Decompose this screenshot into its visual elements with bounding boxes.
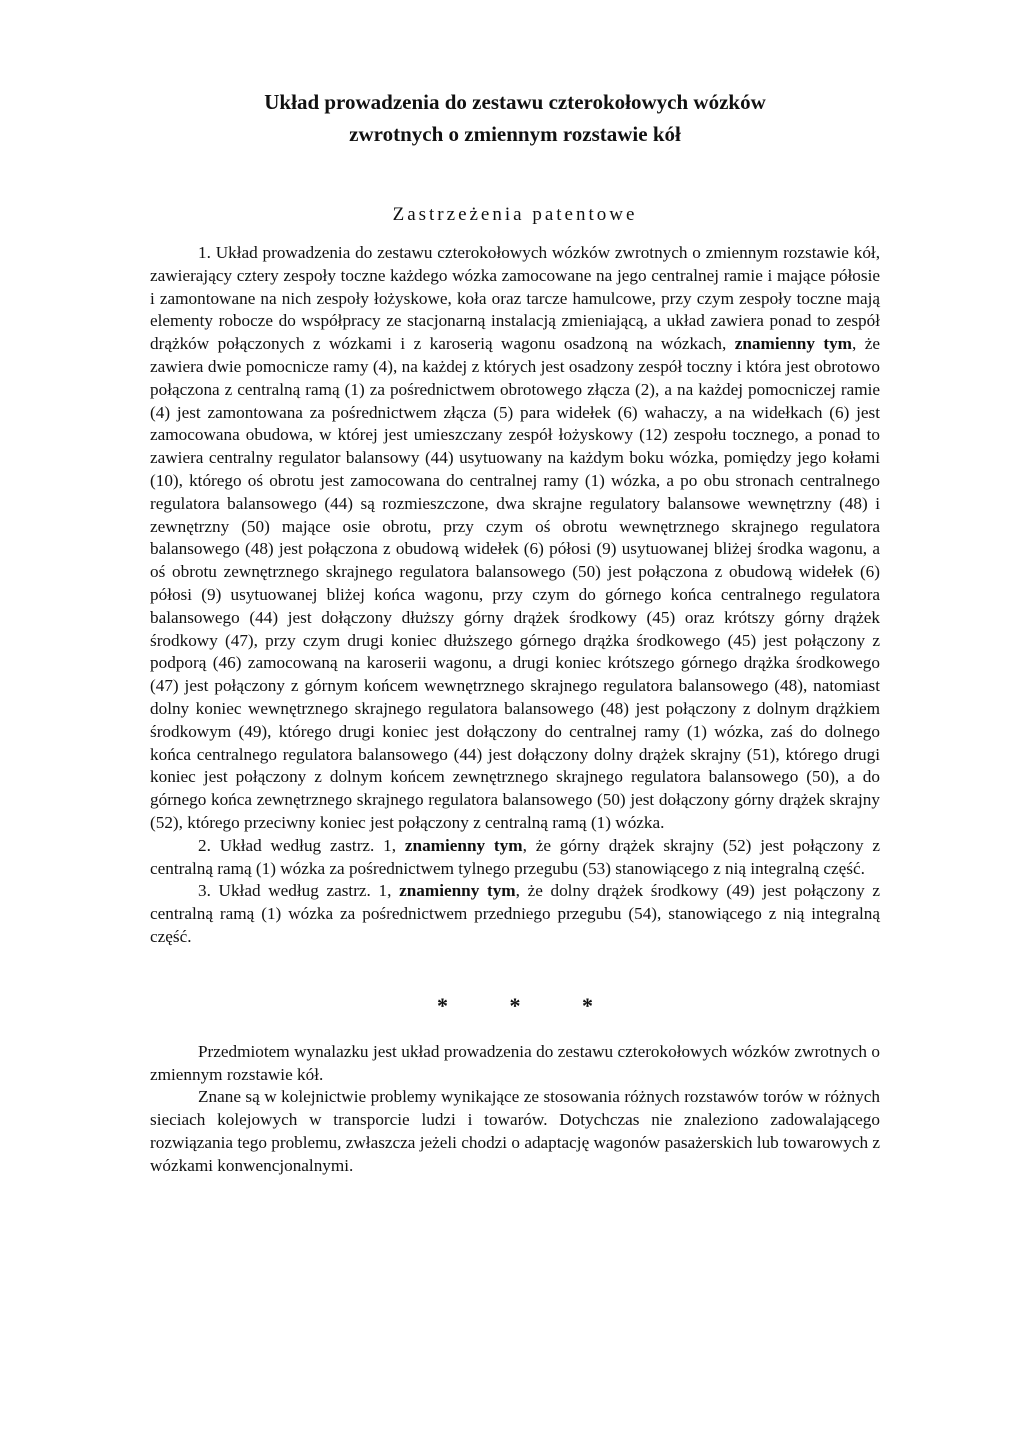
claim-1-text-b: , że zawiera dwie pomocnicze ramy (4), na każdej z których jest osadzony zespół toczny i która jest obrotowo połączona z centralną ramą (1) za pośrednictwem obrotowego złącza (2), a na każdej pomocniczej ramie (4) jest zamontowana za pośrednictwem złącza (5) para widełek (6) wahaczy, a na widełkach (6) jest zamocowana obudowa, w której jest umieszczany zespół łożyskowy (12) zespołu tocznego, a ponad to zawiera centralny regulator balansowy (44) usytuowany na każdym boku wózka, pomiędzy jego kołami (10), którego oś obrotu jest zamocowana do centralnej ramy (1) wózka, a po obu stronach centralnego regulatora balansowego (44) są rozmieszczone, dwa skrajne regulatory balansowe wewnętrzny (48) i zewnętrzny (50) mające osie obrotu, przy czym oś obrotu wewnętrznego skrajnego regulatora balansowego (48) jest połączona z obudową widełek (6) półosi (9) usytuowanej bliżej środka wagonu, a oś obrotu zewnętrznego skrajnego regulatora balansowego (50) jest połączona z obudową widełek (6) półosi (9) usytuowanej bliżej końca wagonu, przy czym do górnego końca centralnego regulatora balansowego (44) jest dołączony dłuższy górny drążek środkowy (45) oraz krótszy górny drążek środkowy (47), przy czym drugi koniec dłuższego górnego drążka środkowego (45) jest połączony z podporą (46) zamocowaną na karoserii wagonu, a drugi koniec krótszego górnego drążka środkowego (47) jest połączony z górnym końcem wewnętrznego skrajnego regulatora balansowego (48), natomiast dolny koniec wewnętrznego skrajnego regulatora balansowego (48) jest połączony z dolnym drążkiem środkowym (49), którego drugi koniec jest dołączony do centralnej ramy (1) wózka, zaś do dolnego końca centralnego regulatora balansowego (44) jest dołączony dolny drążek skrajny (51), którego drugi koniec jest połączony z dolnym końcem zewnętrznego skrajnego regulatora balansowego (50), a do górnego końca zewnętrznego skrajnego regulatora balansowego (50) jest dołączony górny drążek skrajny (52), którego przeciwny koniec jest połączony z centralną ramą (1) wózka. xyxy=(150,334,880,832)
title-line-1: Układ prowadzenia do zestawu czterokołowych wózków xyxy=(264,90,766,114)
document-page xyxy=(150,80,880,1177)
claim-1-text-a: 1. Układ prowadzenia do zestawu czterokołowych wózków zwrotnych o zmiennym rozstawie kół, zawierający cztery zespoły toczne każdego wózka zamocowane na jego centralnej ramie i mające półosie i zamontowane na nich zespoły łożyskowe, koła oraz tarcze hamulcowe, przy czym zespoły toczne mają elementy robocze do współpracy ze stacjonarną instalacją zmieniającą, a układ zawiera ponad to zespół drążków połączonych z wózkami i z karoserią wagonu osadzoną na wózkach, xyxy=(150,243,880,354)
claim-3-text-b: , że dolny drążek środkowy (49) jest połączony z centralną ramą (1) wózka za pośrednictwem przedniego przegubu (54), stanowiącego z nią integralną część. xyxy=(150,881,880,946)
title-line-2: zwrotnych o zmiennym rozstawie kół xyxy=(349,122,681,146)
claim-3-keyword: znamienny tym xyxy=(399,881,516,901)
claim-1 xyxy=(150,242,880,835)
section-separator: * * * xyxy=(437,992,621,1018)
claim-3 xyxy=(150,880,880,948)
claim-2 xyxy=(150,835,880,881)
claims-section xyxy=(150,242,880,949)
description-paragraph-1: Przedmiotem wynalazku jest układ prowadzenia do zestawu czterokołowych wózków zwrotnych o zmiennym rozstawie kół. xyxy=(150,1041,880,1084)
claim-3-text-a: 3. Układ według zastrz. 1, xyxy=(198,881,400,901)
claim-2-text-a: 2. Układ według zastrz. 1, xyxy=(198,835,405,855)
claim-1-keyword: znamienny tym xyxy=(734,334,852,354)
description-paragraph-2: Znane są w kolejnictwie problemy wynikające ze stosowania różnych rozstawów torów w różnych sieciach kolejowych w transporcie ludzi i towarów. Dotychczas nie znaleziono zadowalającego rozwiązania tego problemu, zwłaszcza jeżeli chodzi o adaptację wagonów pasażerskich lub towarowych z wózkami konwencjonalnymi. xyxy=(150,1087,880,1175)
description-section xyxy=(150,1041,880,1178)
claim-2-text-b: , że górny drążek skrajny (52) jest połączony z centralną ramą (1) wózka za pośrednictwem tylnego przegubu (53) stanowiącego z nią integralną część. xyxy=(150,835,880,878)
section-heading-claims: Zastrzeżenia patentowe xyxy=(392,204,638,225)
document-title xyxy=(150,80,880,150)
claim-2-keyword: znamienny tym xyxy=(404,835,523,855)
